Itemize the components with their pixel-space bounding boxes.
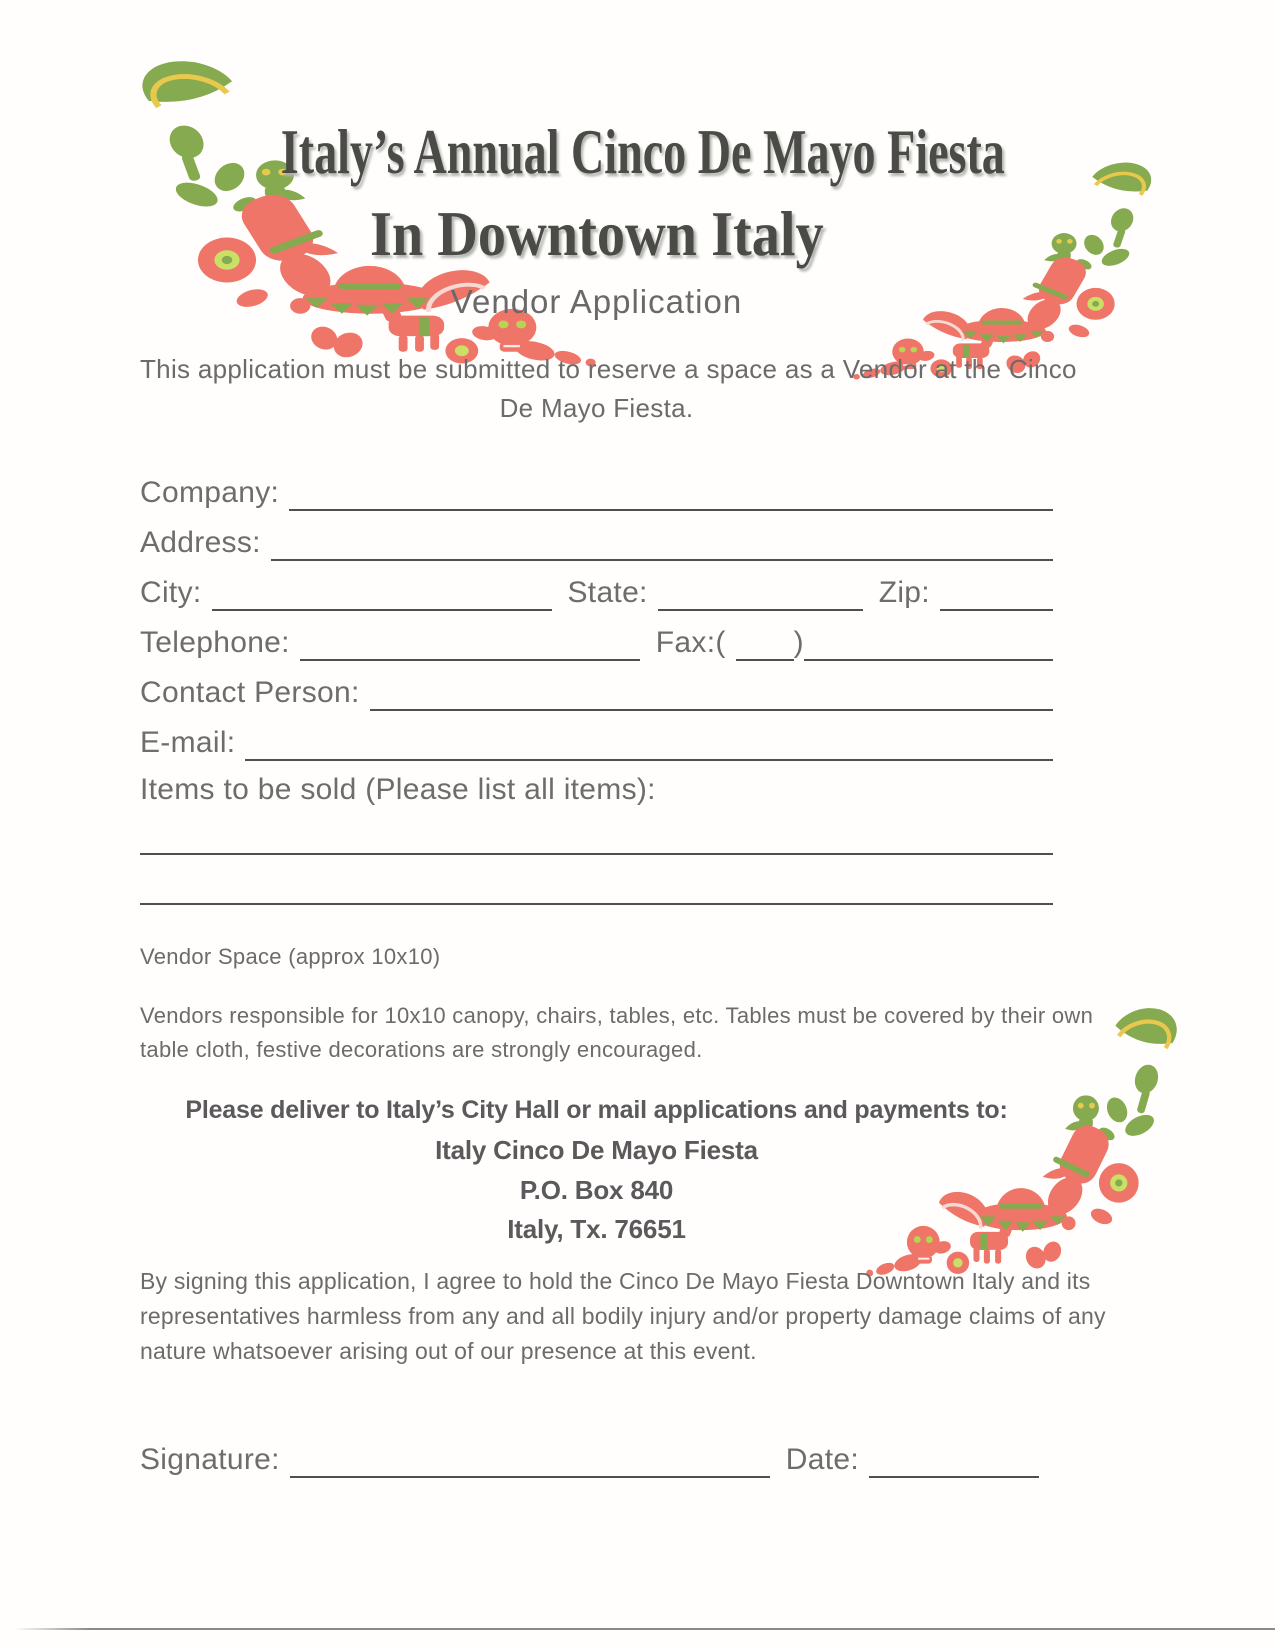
page-title-line2: In Downtown Italy	[369, 198, 824, 269]
signature-date-row	[140, 1443, 1053, 1478]
fax-label: Fax:(	[655, 626, 726, 659]
address-field	[271, 527, 1053, 561]
vendor-responsibility-line1: Vendors responsible for 10x10 canopy, chairs, tables, etc. Tables must be covered by their own	[140, 1003, 1094, 1028]
fax-paren-close: )	[793, 626, 804, 659]
email-label: E-mail:	[140, 726, 236, 759]
page-subtitle: Vendor Application	[450, 283, 743, 320]
intro-text-line1: This application must be submitted to reserve a space as a Vendor at the Cinco	[140, 354, 1077, 384]
email-row	[140, 726, 1053, 761]
vendor-responsibility-line2: table cloth, festive decorations are strongly encouraged.	[140, 1037, 703, 1062]
intro-text-line2: De Mayo Fiesta.	[499, 393, 694, 423]
items-field-line1	[140, 853, 1053, 855]
delivery-instruction: Please deliver to Italy’s City Hall or mail applications and payments to:	[185, 1096, 1008, 1124]
scan-edge-line	[14, 1628, 1275, 1630]
contact-person-field	[370, 677, 1053, 711]
vendor-space-note: Vendor Space (approx 10x10)	[140, 944, 441, 969]
address-label: Address:	[140, 526, 261, 559]
email-field	[245, 727, 1053, 761]
contact-person-label: Contact Person:	[140, 676, 360, 709]
address-row	[140, 526, 1053, 561]
company-field	[289, 477, 1053, 511]
items-field-line2	[140, 903, 1053, 905]
delivery-po-box: P.O. Box 840	[519, 1175, 674, 1205]
fax-area-code-field	[736, 627, 794, 661]
telephone-label: Telephone:	[140, 626, 290, 659]
agreement-text-line3: nature whatsoever arising out of our presence at this event.	[140, 1338, 757, 1364]
signature-label: Signature:	[140, 1443, 280, 1476]
date-label: Date:	[785, 1443, 859, 1476]
city-label: City:	[140, 576, 202, 609]
company-label: Company:	[140, 476, 280, 509]
zip-label: Zip:	[878, 576, 930, 609]
delivery-org-name: Italy Cinco De Mayo Fiesta	[435, 1135, 758, 1165]
items-to-be-sold-label: Items to be sold (Please list all items):	[140, 773, 656, 806]
agreement-text-line2: representatives harmless from any and all bodily injury and/or property damage claims of any	[140, 1303, 1106, 1329]
state-field	[658, 577, 863, 611]
telephone-fax-row	[140, 626, 1053, 661]
zip-field	[940, 577, 1053, 611]
telephone-field	[300, 627, 640, 661]
signature-field	[290, 1444, 770, 1478]
delivery-city-state-zip: Italy, Tx. 76651	[507, 1214, 686, 1244]
city-field	[212, 577, 552, 611]
contact-person-row	[140, 676, 1053, 711]
page-title-line1: Italy’s Annual Cinco De Mayo Fiesta	[280, 116, 1005, 187]
company-row	[140, 476, 1053, 511]
city-state-zip-row	[140, 576, 1053, 611]
agreement-text-line1: By signing this application, I agree to hold the Cinco De Mayo Fiesta Downtown Italy and its	[140, 1268, 1091, 1294]
date-field	[869, 1444, 1039, 1478]
fax-field	[804, 627, 1053, 661]
state-label: State:	[567, 576, 648, 609]
form-content	[140, 0, 1106, 1650]
